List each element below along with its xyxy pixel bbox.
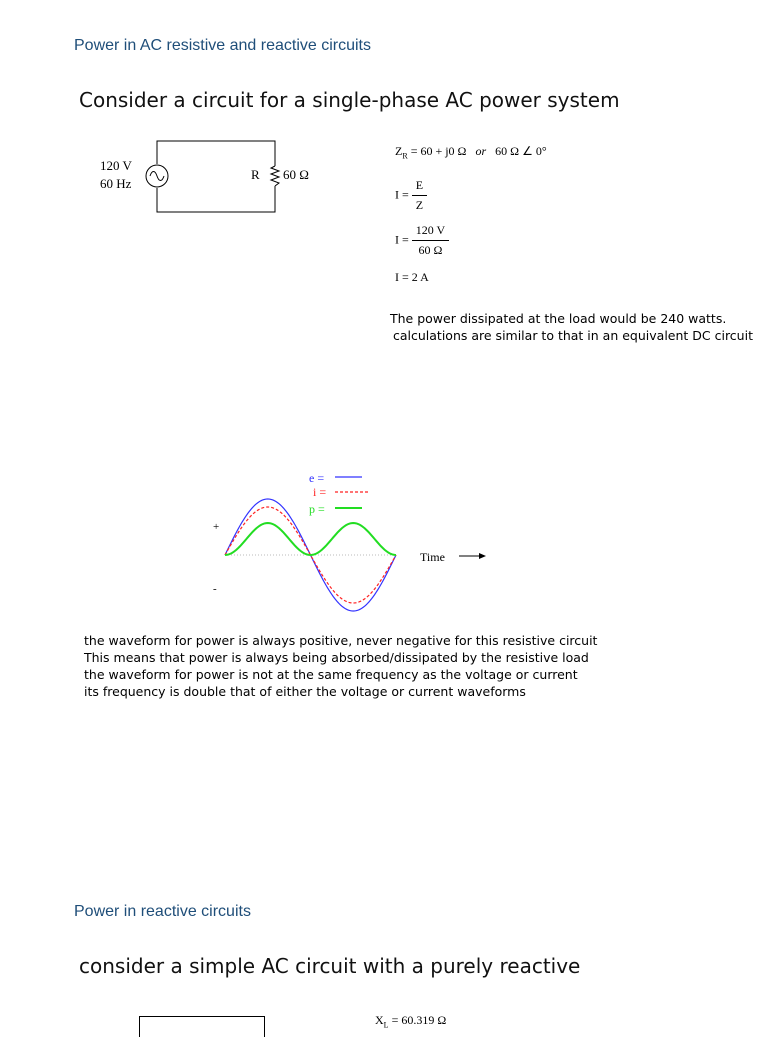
legend-voltage-label: e = [309, 471, 325, 485]
time-arrow-head [479, 553, 486, 559]
impedance-polar: 60 Ω ∠ 0° [495, 144, 547, 158]
legend-current-label: i = [313, 485, 327, 499]
sub-lhs: I = [395, 232, 409, 247]
sub-numerator: 120 V [412, 223, 449, 241]
reactance-lhs: X [375, 1013, 384, 1027]
impedance-lhs: Z [395, 144, 403, 158]
waveform-diagram [200, 465, 500, 615]
ohm-lhs: I = [395, 187, 409, 202]
reactance-sub: L [383, 1020, 389, 1030]
positive-sign: + [213, 521, 220, 533]
section2-heading: Power in reactive circuits [74, 903, 251, 920]
source-frequency: 60 Hz [100, 176, 132, 191]
negative-sign: - [213, 583, 217, 595]
source-voltage: 120 V [100, 158, 132, 173]
explanation-line3: the waveform for power is not at the same frequency as the voltage or current [84, 667, 578, 682]
explanation-line2: This means that power is always being absorbed/dissipated by the resistive load [84, 650, 589, 665]
ohm-law-equation [395, 178, 427, 213]
time-label: Time [420, 550, 445, 564]
section2-subheading: consider a simple AC circuit with a purely reactive [79, 954, 581, 978]
power-note-line1: The power dissipated at the load would be 240 watts. [390, 311, 727, 326]
legend-power-label: p = [309, 502, 325, 516]
resistor-value: 60 Ω [283, 167, 309, 182]
sub-denominator: 60 Ω [418, 243, 443, 257]
power-wave [225, 523, 396, 555]
ohm-numerator: E [412, 178, 427, 196]
explanation-line1: the waveform for power is always positive, never negative for this resistive circuit [84, 633, 598, 648]
resistor-icon [271, 166, 279, 186]
circuit2-partial [139, 1016, 265, 1037]
resistor-label: R [251, 167, 260, 182]
power-note-line2: calculations are similar to that in an equivalent DC circuit [393, 328, 753, 343]
ohm-denominator: Z [415, 198, 424, 212]
section-subheading: Consider a circuit for a single-phase AC power system [79, 88, 620, 112]
current-result: I = 2 A [395, 270, 429, 284]
reactance-equation [375, 1013, 446, 1029]
impedance-rhs: = 60 + j0 Ω [410, 144, 467, 158]
impedance-or: or [475, 144, 487, 158]
reactance-rhs: = 60.319 Ω [391, 1013, 447, 1027]
circuit-diagram [90, 130, 330, 226]
substitution-equation [395, 223, 449, 258]
section-heading: Power in AC resistive and reactive circuits [74, 37, 371, 54]
impedance-sub: R [402, 151, 408, 161]
explanation-line4: its frequency is double that of either the voltage or current waveforms [84, 684, 526, 699]
impedance-equation [395, 144, 547, 160]
